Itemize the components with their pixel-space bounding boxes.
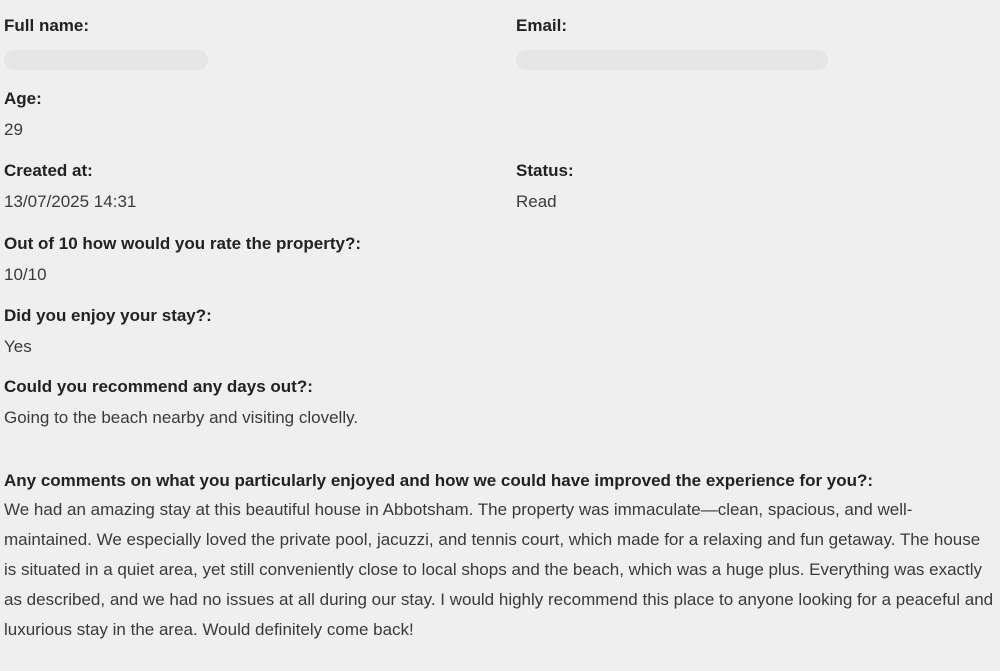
created-at-label: Created at:: [4, 161, 93, 180]
comments-field: [4, 469, 996, 645]
comments-label: Any comments on what you particularly enjoyed and how we could have improved the experience for you?:: [4, 471, 874, 490]
email-field: [516, 14, 828, 70]
enjoyed-value: Yes: [4, 337, 32, 356]
age-value: 29: [4, 120, 23, 139]
email-value-redacted: [516, 50, 828, 70]
comments-value: We had an amazing stay at this beautiful house in Abbotsham. The property was immaculate—clean, spacious, and well-maintained. We especially loved the private pool, jacuzzi, and tennis court, which made for a relaxing and fun getaway. The house is situated in a quiet area, yet still conveniently close to local shops and the beach, which was a huge plus. Everything was exactly as described, and we had no issues at all during our stay. I would highly recommend this place to anyone looking for a peaceful and luxurious stay in the area. Would definitely come back!: [4, 500, 994, 639]
age-field: [4, 87, 42, 142]
enjoyed-label: Did you enjoy your stay?:: [4, 306, 212, 325]
status-value: Read: [516, 192, 557, 211]
full-name-value-redacted: [4, 50, 208, 70]
status-label: Status:: [516, 161, 574, 180]
created-at-value: 13/07/2025 14:31: [4, 192, 137, 211]
rating-field: [4, 232, 361, 287]
days-out-value: Going to the beach nearby and visiting clovelly.: [4, 408, 359, 427]
days-out-label: Could you recommend any days out?:: [4, 377, 313, 396]
created-at-field: [4, 159, 136, 214]
status-field: [516, 159, 574, 214]
rating-value: 10/10: [4, 265, 47, 284]
rating-label: Out of 10 how would you rate the property?:: [4, 234, 362, 253]
days-out-field: [4, 375, 358, 430]
email-label: Email:: [516, 16, 568, 35]
enjoyed-field: [4, 304, 212, 359]
full-name-field: [4, 14, 208, 70]
full-name-label: Full name:: [4, 16, 90, 35]
age-label: Age:: [4, 89, 42, 108]
